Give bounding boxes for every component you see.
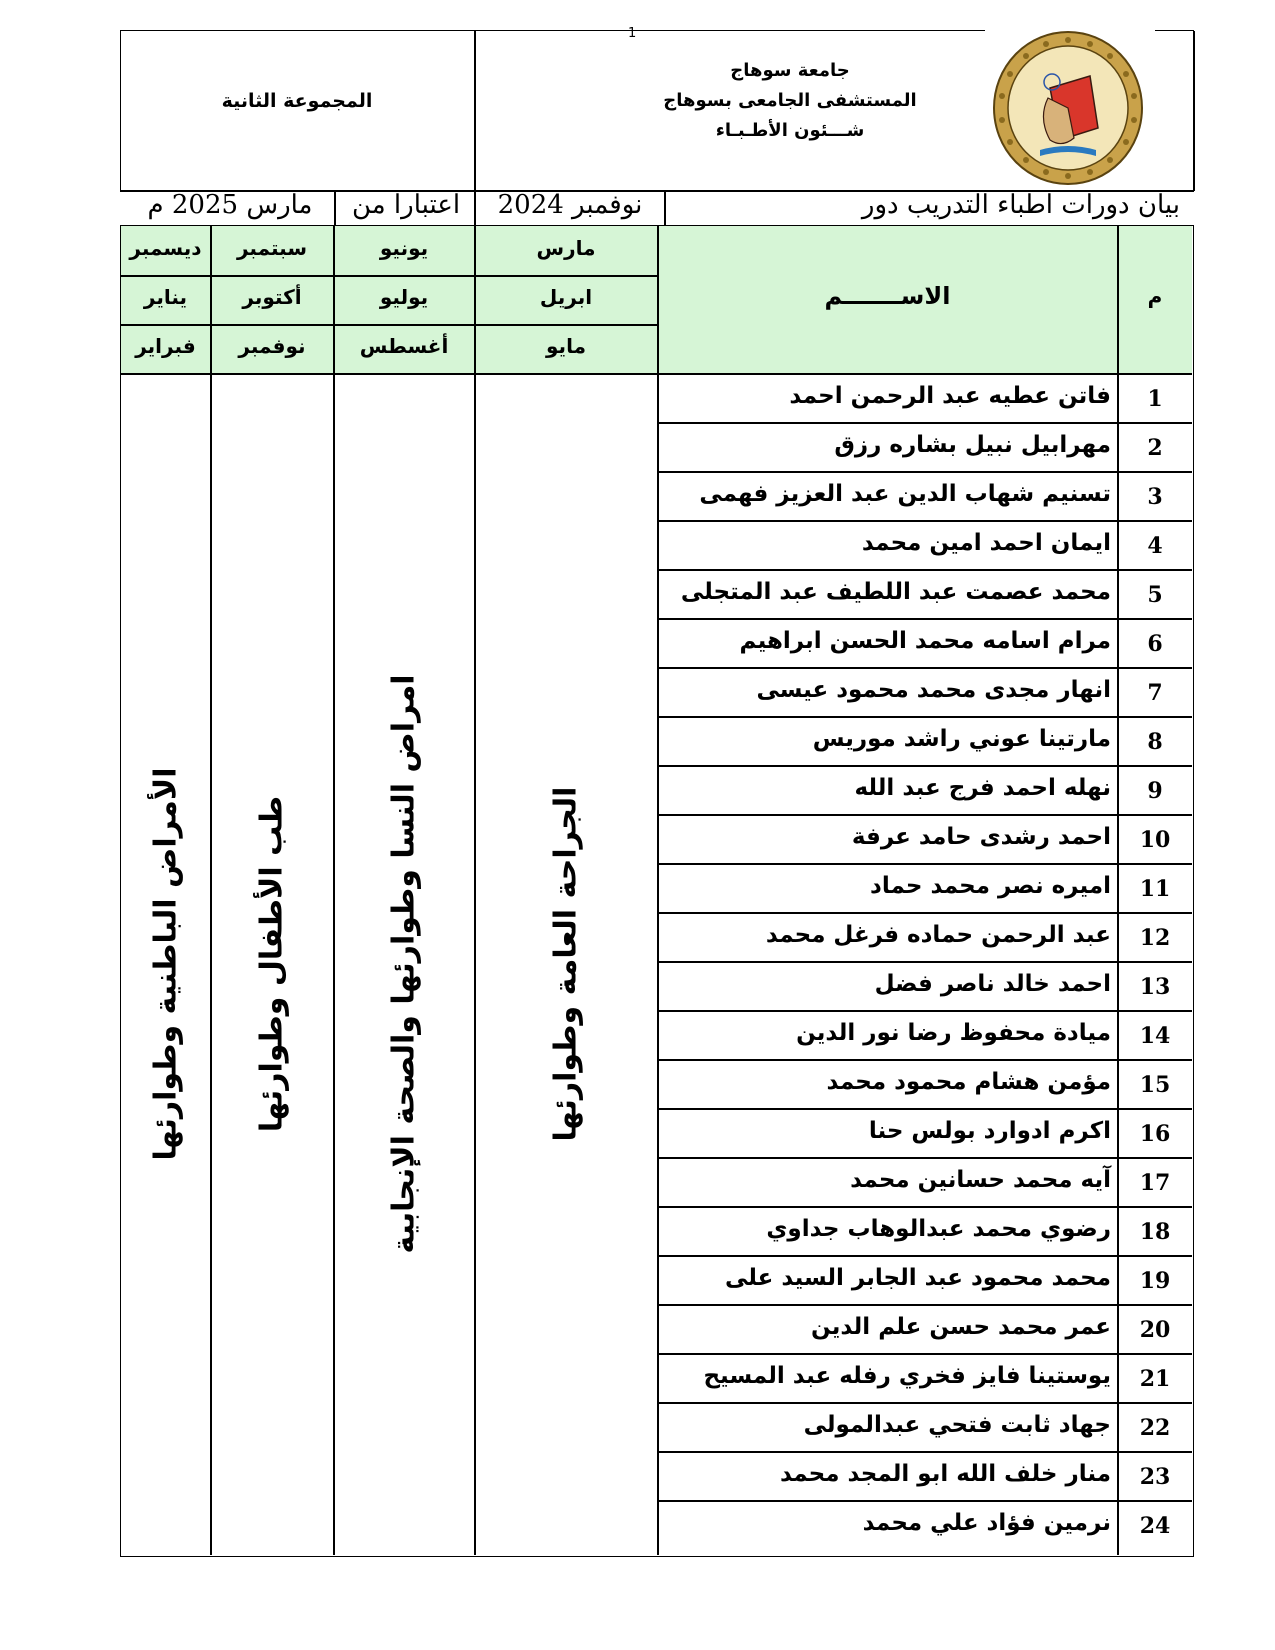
row-divider bbox=[658, 1304, 1192, 1306]
row-divider bbox=[658, 716, 1192, 718]
row-number: 15 bbox=[1139, 1072, 1171, 1098]
row-number: 14 bbox=[1139, 1023, 1171, 1049]
department-name: شـــئون الأطـبـاء bbox=[715, 120, 865, 141]
month-label: فبراير bbox=[135, 334, 196, 358]
doctor-name: منار خلف الله ابو المجد محمد bbox=[779, 1461, 1111, 1487]
row-divider bbox=[658, 1108, 1192, 1110]
row-number: 19 bbox=[1139, 1268, 1171, 1294]
doctor-name: رضوي محمد عبدالوهاب جداوي bbox=[766, 1216, 1111, 1242]
row-number: 21 bbox=[1139, 1366, 1171, 1392]
row-number: 17 bbox=[1139, 1170, 1171, 1196]
doctor-name: اميره نصر محمد حماد bbox=[870, 873, 1111, 899]
doctor-name: آيه محمد حسانين محمد bbox=[850, 1167, 1111, 1193]
row-divider bbox=[658, 912, 1192, 914]
row-number: 18 bbox=[1139, 1219, 1171, 1245]
row-number: 9 bbox=[1147, 778, 1163, 804]
header-right-border bbox=[1193, 31, 1195, 191]
row-divider bbox=[658, 569, 1192, 571]
row-divider bbox=[658, 1353, 1192, 1355]
serial-column-header: م bbox=[1147, 284, 1163, 308]
month-label: يناير bbox=[143, 285, 188, 309]
doctor-name: مارتينا عوني راشد موريس bbox=[812, 726, 1111, 752]
hospital-name: المستشفى الجامعى بسوهاج bbox=[663, 90, 917, 111]
row-number: 8 bbox=[1147, 729, 1163, 755]
doctor-name: مرام اسامه محمد الحسن ابراهيم bbox=[739, 628, 1111, 654]
month-label: يوليو bbox=[379, 285, 429, 309]
rotation-table bbox=[120, 225, 1194, 1557]
row-divider bbox=[658, 1206, 1192, 1208]
doctor-name: انهار مجدى محمد محمود عيسى bbox=[756, 677, 1111, 703]
row-divider bbox=[658, 422, 1192, 424]
doctor-name: محمد محمود عبد الجابر السيد على bbox=[724, 1265, 1111, 1291]
department-surgery: الجراحة العامة وطوارئها bbox=[548, 786, 584, 1142]
month-row-divider bbox=[121, 275, 658, 277]
doctor-name: فاتن عطيه عبد الرحمن احمد bbox=[789, 383, 1111, 409]
doctor-name: اكرم ادوارد بولس حنا bbox=[868, 1118, 1111, 1144]
month-label: ابريل bbox=[539, 285, 593, 309]
row-number: 6 bbox=[1147, 631, 1163, 657]
row-number: 5 bbox=[1147, 582, 1163, 608]
row-number: 10 bbox=[1139, 827, 1171, 853]
doctor-name: جهاد ثابت فتحي عبدالمولى bbox=[803, 1412, 1111, 1438]
university-name: جامعة سوهاج bbox=[730, 60, 850, 81]
month-label: أكتوبر bbox=[242, 285, 302, 309]
institution-block bbox=[630, 56, 950, 146]
month-label: يونيو bbox=[379, 236, 429, 260]
header-divider bbox=[474, 30, 476, 192]
row-number: 13 bbox=[1139, 974, 1171, 1000]
row-divider bbox=[658, 1402, 1192, 1404]
doctor-name: ميادة محفوظ رضا نور الدين bbox=[796, 1020, 1111, 1046]
row-number: 3 bbox=[1147, 484, 1163, 510]
department-pediatrics: طب الأطفال وطوارئها bbox=[254, 795, 290, 1133]
row-divider bbox=[658, 814, 1192, 816]
column-divider bbox=[210, 226, 212, 1555]
row-number: 4 bbox=[1147, 533, 1163, 559]
end-month: مارس 2025 م bbox=[147, 190, 313, 220]
row-divider bbox=[658, 1451, 1192, 1453]
row-divider bbox=[658, 863, 1192, 865]
row-number: 1 bbox=[1147, 386, 1163, 412]
row-number: 23 bbox=[1139, 1464, 1171, 1490]
doctor-name: نرمين فؤاد علي محمد bbox=[862, 1510, 1111, 1536]
info-divider bbox=[334, 190, 336, 226]
row-divider bbox=[658, 961, 1192, 963]
month-label: ديسمبر bbox=[129, 236, 202, 260]
row-divider bbox=[658, 1157, 1192, 1159]
department-internal: الأمراض الباطنية وطوارئها bbox=[148, 767, 184, 1161]
month-label: سبتمبر bbox=[236, 236, 307, 260]
row-divider bbox=[658, 667, 1192, 669]
doctor-name: يوستينا فايز فخري رفله عبد المسيح bbox=[703, 1363, 1111, 1389]
row-divider bbox=[658, 765, 1192, 767]
start-month: نوفمبر 2024 bbox=[497, 190, 643, 220]
doctor-name: ايمان احمد امين محمد bbox=[861, 530, 1111, 556]
university-logo bbox=[990, 28, 1146, 188]
department-obgyn: امراض النسا وطوارئها والصحة الإنجابية bbox=[386, 674, 422, 1254]
group-title: المجموعة الثانية bbox=[221, 90, 373, 112]
doctor-name: تسنيم شهاب الدين عبد العزيز فهمى bbox=[699, 481, 1111, 507]
info-divider bbox=[474, 190, 476, 226]
info-divider bbox=[664, 190, 666, 226]
row-number: 22 bbox=[1139, 1415, 1171, 1441]
month-row-divider bbox=[121, 324, 658, 326]
column-divider bbox=[657, 226, 659, 1555]
row-divider bbox=[658, 1500, 1192, 1502]
row-number: 24 bbox=[1139, 1513, 1171, 1539]
month-label: أغسطس bbox=[359, 334, 449, 358]
doctor-name: نهله احمد فرج عبد الله bbox=[854, 775, 1111, 801]
row-divider bbox=[658, 520, 1192, 522]
page-number: 1 bbox=[628, 26, 637, 41]
row-number: 16 bbox=[1139, 1121, 1171, 1147]
doctor-name: احمد رشدى حامد عرفة bbox=[851, 824, 1111, 850]
name-column-header: الاســـــــم bbox=[824, 282, 951, 310]
doctor-name: مؤمن هشام محمود محمد bbox=[826, 1069, 1111, 1095]
row-number: 11 bbox=[1139, 876, 1171, 902]
month-label: مارس bbox=[536, 236, 596, 260]
doctor-name: محمد عصمت عبد اللطيف عبد المتجلى bbox=[680, 579, 1111, 605]
doctor-name: مهرابيل نبيل بشاره رزق bbox=[834, 432, 1111, 458]
month-label: مايو bbox=[546, 334, 586, 358]
doctor-name: عمر محمد حسن علم الدين bbox=[811, 1314, 1111, 1340]
doctor-name: احمد خالد ناصر فضل bbox=[874, 971, 1111, 997]
effective-from-label: اعتبارا من bbox=[351, 190, 461, 220]
row-number: 2 bbox=[1147, 435, 1163, 461]
column-divider bbox=[333, 226, 335, 1555]
month-label: نوفمبر bbox=[238, 334, 306, 358]
row-divider bbox=[658, 471, 1192, 473]
row-divider bbox=[658, 1255, 1192, 1257]
column-divider bbox=[474, 226, 476, 1555]
row-number: 20 bbox=[1139, 1317, 1171, 1343]
doctor-name: عبد الرحمن حماده فرغل محمد bbox=[765, 922, 1111, 948]
row-divider bbox=[658, 1059, 1192, 1061]
row-divider bbox=[658, 1010, 1192, 1012]
row-number: 12 bbox=[1139, 925, 1171, 951]
row-divider bbox=[658, 618, 1192, 620]
row-number: 7 bbox=[1147, 680, 1163, 706]
header-bottom-line bbox=[121, 373, 1192, 375]
statement-text: بيان دورات اطباء التدريب دور bbox=[861, 190, 1180, 220]
